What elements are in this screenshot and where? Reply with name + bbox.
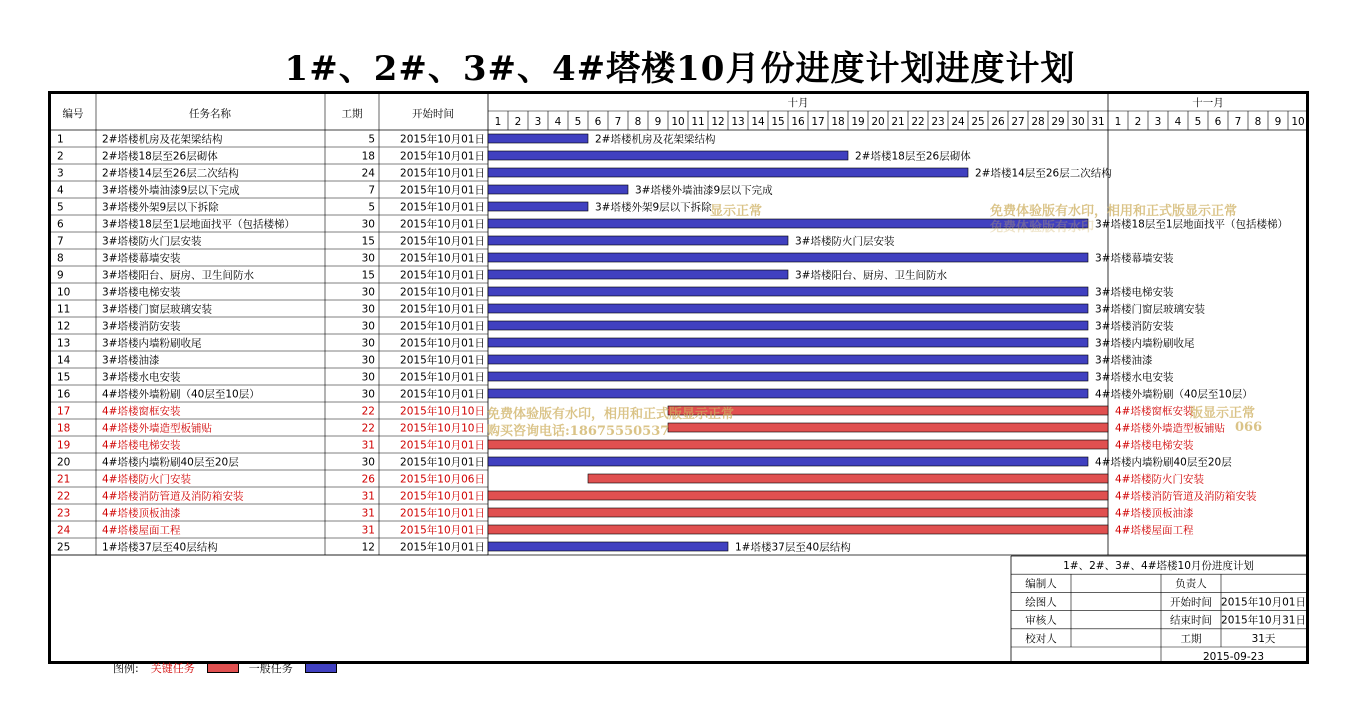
normal-task-bar	[488, 253, 1088, 262]
col-header-duration: 工期	[341, 108, 363, 120]
day-label: 8	[1254, 116, 1262, 128]
task-duration: 22	[361, 422, 375, 435]
day-label: 5	[1194, 116, 1202, 128]
task-id: 7	[57, 235, 64, 248]
task-duration: 30	[361, 456, 375, 469]
page-title: 1#、2#、3#、4#塔楼10月份进度计划进度计划	[284, 49, 1076, 89]
info-date: 2015-09-23	[1202, 651, 1265, 661]
task-start: 2015年10月01日	[400, 269, 485, 282]
info-reviewer-label: 审核人	[1025, 614, 1057, 627]
normal-task-bar	[488, 321, 1088, 330]
task-id: 3	[57, 167, 64, 180]
day-label: 25	[971, 116, 985, 128]
info-duration-label: 工期	[1180, 632, 1202, 645]
task-duration: 31	[361, 490, 375, 503]
task-id: 14	[57, 354, 71, 367]
info-block-title: 1#、2#、3#、4#塔楼10月份进度计划	[1063, 560, 1254, 572]
task-bar-label: 3#塔楼外墙油漆9层以下完成	[635, 184, 773, 197]
day-label: 6	[1214, 116, 1222, 128]
legend	[113, 660, 347, 676]
normal-task-bar	[488, 151, 848, 160]
task-duration: 30	[361, 388, 375, 401]
info-owner-label: 负责人	[1175, 578, 1207, 591]
task-start: 2015年10月01日	[400, 439, 485, 452]
info-duration-value: 31天	[1251, 632, 1276, 645]
task-start: 2015年10月01日	[400, 150, 485, 163]
task-name: 1#塔楼37层至40层结构	[102, 541, 218, 554]
day-label: 4	[1174, 116, 1182, 128]
col-header-start: 开始时间	[412, 108, 454, 120]
task-start: 2015年10月10日	[400, 405, 485, 418]
task-start: 2015年10月01日	[400, 252, 485, 265]
task-name: 3#塔楼油漆	[102, 354, 160, 367]
day-label: 12	[711, 116, 725, 128]
day-label: 29	[1051, 116, 1065, 128]
task-duration: 7	[368, 184, 375, 197]
task-start: 2015年10月06日	[400, 473, 485, 486]
day-label: 2	[514, 116, 522, 128]
task-bar-label: 3#塔楼门窗层玻璃安装	[1095, 303, 1205, 316]
task-duration: 31	[361, 524, 375, 537]
task-start: 2015年10月01日	[400, 218, 485, 231]
task-name: 3#塔楼阳台、厨房、卫生间防水	[102, 269, 254, 282]
task-name: 2#塔楼14层至26层二次结构	[102, 167, 239, 180]
task-start: 2015年10月01日	[400, 388, 485, 401]
watermark-fragment4: 版显示正常	[1190, 406, 1256, 421]
normal-task-bar	[488, 287, 1088, 296]
task-name: 3#塔楼外墙油漆9层以下完成	[102, 184, 240, 197]
day-label: 3	[1154, 116, 1162, 128]
task-start: 2015年10月10日	[400, 422, 485, 435]
task-id: 19	[57, 439, 71, 452]
day-label: 27	[1011, 116, 1025, 128]
task-start: 2015年10月01日	[400, 354, 485, 367]
task-bar-label: 3#塔楼防火门层安装	[795, 235, 895, 248]
task-name: 4#塔楼窗框安装	[102, 405, 181, 418]
task-start: 2015年10月01日	[400, 456, 485, 469]
task-id: 13	[57, 337, 71, 350]
normal-task-bar	[488, 457, 1088, 466]
normal-task-bar	[488, 134, 588, 143]
task-start: 2015年10月01日	[400, 371, 485, 384]
critical-task-bar	[488, 491, 1108, 500]
gantt-frame	[48, 91, 1309, 675]
normal-task-bar	[488, 542, 728, 551]
day-label: 6	[594, 116, 602, 128]
col-header-name: 任务名称	[189, 108, 231, 120]
day-label: 15	[771, 116, 785, 128]
task-duration: 30	[361, 320, 375, 333]
task-name: 3#塔楼18层至1层地面找平（包括楼梯）	[102, 218, 296, 231]
day-label: 1	[1114, 116, 1122, 128]
task-id: 15	[57, 371, 71, 384]
task-id: 21	[57, 473, 71, 486]
critical-task-bar	[588, 474, 1108, 483]
task-duration: 5	[368, 133, 375, 146]
watermark-fragment5: 066	[1235, 420, 1263, 435]
task-bar-label: 4#塔楼外墙粉刷（40层至10层）	[1095, 388, 1253, 401]
task-id: 24	[57, 524, 71, 537]
info-end-label: 结束时间	[1170, 614, 1212, 627]
task-bar-label: 4#塔楼电梯安装	[1115, 439, 1194, 452]
legend-normal-label: 一般任务	[248, 662, 293, 675]
task-id: 2	[57, 150, 64, 163]
task-duration: 26	[361, 473, 375, 486]
task-bar-label: 3#塔楼内墙粉刷收尾	[1095, 337, 1195, 350]
watermark-line1: 免费体验版有水印，相用和正式版显示正常	[487, 407, 735, 422]
task-duration: 30	[361, 371, 375, 384]
task-name: 3#塔楼外架9层以下拆除	[102, 201, 219, 214]
normal-task-bar	[488, 304, 1088, 313]
info-end-value: 2015年10月31日	[1221, 614, 1306, 627]
normal-task-bar	[488, 202, 588, 211]
day-label: 5	[574, 116, 582, 128]
task-id: 9	[57, 269, 64, 282]
normal-task-bar	[488, 389, 1088, 398]
task-bar-label: 4#塔楼防火门安装	[1115, 473, 1204, 486]
critical-task-bar	[668, 423, 1108, 432]
task-id: 1	[57, 133, 64, 146]
task-name: 3#塔楼门窗层玻璃安装	[102, 303, 212, 316]
task-duration: 12	[361, 541, 375, 554]
day-label: 23	[931, 116, 945, 128]
day-label: 10	[671, 116, 685, 128]
day-label: 30	[1071, 116, 1085, 128]
task-name: 3#塔楼消防安装	[102, 320, 181, 333]
day-label: 20	[871, 116, 885, 128]
normal-task-bar	[488, 185, 628, 194]
day-label: 10	[1291, 116, 1305, 128]
task-duration: 15	[361, 235, 375, 248]
task-name: 4#塔楼消防管道及消防箱安装	[102, 490, 244, 503]
day-label: 17	[811, 116, 825, 128]
task-name: 3#塔楼电梯安装	[102, 286, 181, 299]
normal-task-bar	[488, 219, 1088, 228]
task-bar-label: 3#塔楼电梯安装	[1095, 286, 1174, 299]
legend-critical-label: 关键任务	[150, 662, 195, 675]
month-label: 十一月	[1192, 97, 1224, 109]
task-name: 4#塔楼屋面工程	[102, 524, 181, 537]
day-label: 31	[1091, 116, 1105, 128]
critical-task-bar	[488, 525, 1108, 534]
task-start: 2015年10月01日	[400, 490, 485, 503]
task-id: 8	[57, 252, 64, 265]
normal-task-bar	[488, 168, 968, 177]
day-label: 28	[1031, 116, 1045, 128]
task-duration: 31	[361, 507, 375, 520]
task-bar-label: 3#塔楼消防安装	[1095, 320, 1174, 333]
task-duration: 31	[361, 439, 375, 452]
normal-task-bar	[488, 355, 1088, 364]
task-start: 2015年10月01日	[400, 286, 485, 299]
day-label: 9	[654, 116, 662, 128]
task-duration: 24	[361, 167, 375, 180]
legend-normal-swatch	[305, 663, 337, 673]
day-label: 7	[1234, 116, 1242, 128]
task-start: 2015年10月01日	[400, 541, 485, 554]
task-duration: 15	[361, 269, 375, 282]
task-start: 2015年10月01日	[400, 507, 485, 520]
task-id: 10	[57, 286, 71, 299]
task-start: 2015年10月01日	[400, 167, 485, 180]
day-label: 7	[614, 116, 622, 128]
info-start-value: 2015年10月01日	[1221, 596, 1306, 609]
task-id: 16	[57, 388, 71, 401]
day-label: 14	[751, 116, 765, 128]
task-start: 2015年10月01日	[400, 235, 485, 248]
task-bar-label: 3#塔楼油漆	[1095, 354, 1153, 367]
month-label: 十月	[787, 97, 809, 109]
col-header-id: 编号	[62, 108, 84, 120]
task-bar-label: 4#塔楼顶板油漆	[1115, 507, 1194, 520]
day-label: 11	[691, 116, 705, 128]
task-bar-label: 3#塔楼水电安装	[1095, 371, 1174, 384]
task-bar-label: 3#塔楼幕墙安装	[1095, 252, 1174, 265]
task-start: 2015年10月01日	[400, 184, 485, 197]
day-label: 2	[1134, 116, 1142, 128]
task-start: 2015年10月01日	[400, 201, 485, 214]
task-name: 3#塔楼水电安装	[102, 371, 181, 384]
task-start: 2015年10月01日	[400, 337, 485, 350]
day-label: 22	[911, 116, 925, 128]
legend-critical-swatch	[207, 663, 239, 673]
info-checker-label: 校对人	[1025, 632, 1057, 645]
task-name: 4#塔楼电梯安装	[102, 439, 181, 452]
task-bar-label: 1#塔楼37层至40层结构	[735, 541, 851, 554]
task-bar-label: 2#塔楼机房及花架梁结构	[595, 133, 716, 146]
task-start: 2015年10月01日	[400, 524, 485, 537]
day-label: 1	[494, 116, 502, 128]
task-name: 2#塔楼机房及花架梁结构	[102, 133, 223, 146]
watermark-fragment3: 显示正常	[710, 204, 763, 219]
task-bar-label: 4#塔楼窗框安装	[1115, 405, 1194, 418]
legend-label: 图例:	[113, 662, 139, 675]
day-label: 9	[1274, 116, 1282, 128]
normal-task-bar	[488, 338, 1088, 347]
normal-task-bar	[488, 372, 1088, 381]
info-editor-label: 编制人	[1025, 578, 1057, 591]
task-start: 2015年10月01日	[400, 133, 485, 146]
task-id: 6	[57, 218, 64, 231]
task-duration: 30	[361, 354, 375, 367]
normal-task-bar	[488, 236, 788, 245]
day-label: 4	[554, 116, 562, 128]
task-duration: 30	[361, 252, 375, 265]
task-bar-label: 3#塔楼阳台、厨房、卫生间防水	[795, 269, 947, 282]
task-bar-label: 3#塔楼18层至1层地面找平（包括楼梯）	[1095, 218, 1289, 231]
watermark-fragment2: 免费体验版有水印	[990, 220, 1095, 235]
day-label: 19	[851, 116, 865, 128]
gantt-chart	[51, 94, 1306, 661]
task-duration: 22	[361, 405, 375, 418]
task-start: 2015年10月01日	[400, 320, 485, 333]
task-name: 4#塔楼外墙粉刷（40层至10层）	[102, 388, 260, 401]
task-name: 2#塔楼18层至26层砌体	[102, 150, 218, 163]
task-name: 3#塔楼内墙粉刷收尾	[102, 337, 202, 350]
task-name: 4#塔楼防火门安装	[102, 473, 191, 486]
day-label: 26	[991, 116, 1005, 128]
task-name: 4#塔楼内墙粉刷40层至20层	[102, 456, 239, 469]
task-id: 18	[57, 422, 71, 435]
task-duration: 30	[361, 337, 375, 350]
day-label: 3	[534, 116, 542, 128]
task-id: 12	[57, 320, 71, 333]
critical-task-bar	[668, 406, 1108, 415]
task-id: 23	[57, 507, 71, 520]
task-bar-label: 2#塔楼14层至26层二次结构	[975, 167, 1112, 180]
task-id: 22	[57, 490, 71, 503]
task-duration: 5	[368, 201, 375, 214]
info-drawer-label: 绘图人	[1025, 596, 1057, 609]
task-name: 3#塔楼防火门层安装	[102, 235, 202, 248]
task-id: 20	[57, 456, 71, 469]
task-duration: 30	[361, 218, 375, 231]
day-label: 24	[951, 116, 965, 128]
day-label: 13	[731, 116, 745, 128]
task-bar-label: 4#塔楼外墙造型板铺贴	[1115, 422, 1225, 435]
task-duration: 18	[361, 150, 375, 163]
task-duration: 30	[361, 303, 375, 316]
watermark-fragment1: 免费体验版有水印，相用和正式版显示正常	[990, 204, 1238, 219]
watermark-line2: 购买咨询电话:18675550537	[487, 424, 670, 439]
task-name: 4#塔楼外墙造型板铺贴	[102, 422, 212, 435]
day-label: 18	[831, 116, 845, 128]
task-id: 4	[57, 184, 64, 197]
task-start: 2015年10月01日	[400, 303, 485, 316]
task-bar-label: 4#塔楼内墙粉刷40层至20层	[1095, 456, 1232, 469]
day-label: 16	[791, 116, 805, 128]
task-bar-label: 4#塔楼屋面工程	[1115, 524, 1194, 537]
task-name: 3#塔楼幕墙安装	[102, 252, 181, 265]
critical-task-bar	[488, 508, 1108, 517]
day-label: 21	[891, 116, 905, 128]
task-id: 5	[57, 201, 64, 214]
task-id: 17	[57, 405, 71, 418]
task-bar-label: 2#塔楼18层至26层砌体	[855, 150, 971, 163]
task-bar-label: 4#塔楼消防管道及消防箱安装	[1115, 490, 1257, 503]
normal-task-bar	[488, 270, 788, 279]
task-bar-label: 3#塔楼外架9层以下拆除	[595, 201, 712, 214]
critical-task-bar	[488, 440, 1108, 449]
day-label: 8	[634, 116, 642, 128]
task-id: 11	[57, 303, 71, 316]
task-id: 25	[57, 541, 71, 554]
info-start-label: 开始时间	[1170, 596, 1212, 609]
task-name: 4#塔楼顶板油漆	[102, 507, 181, 520]
task-duration: 30	[361, 286, 375, 299]
